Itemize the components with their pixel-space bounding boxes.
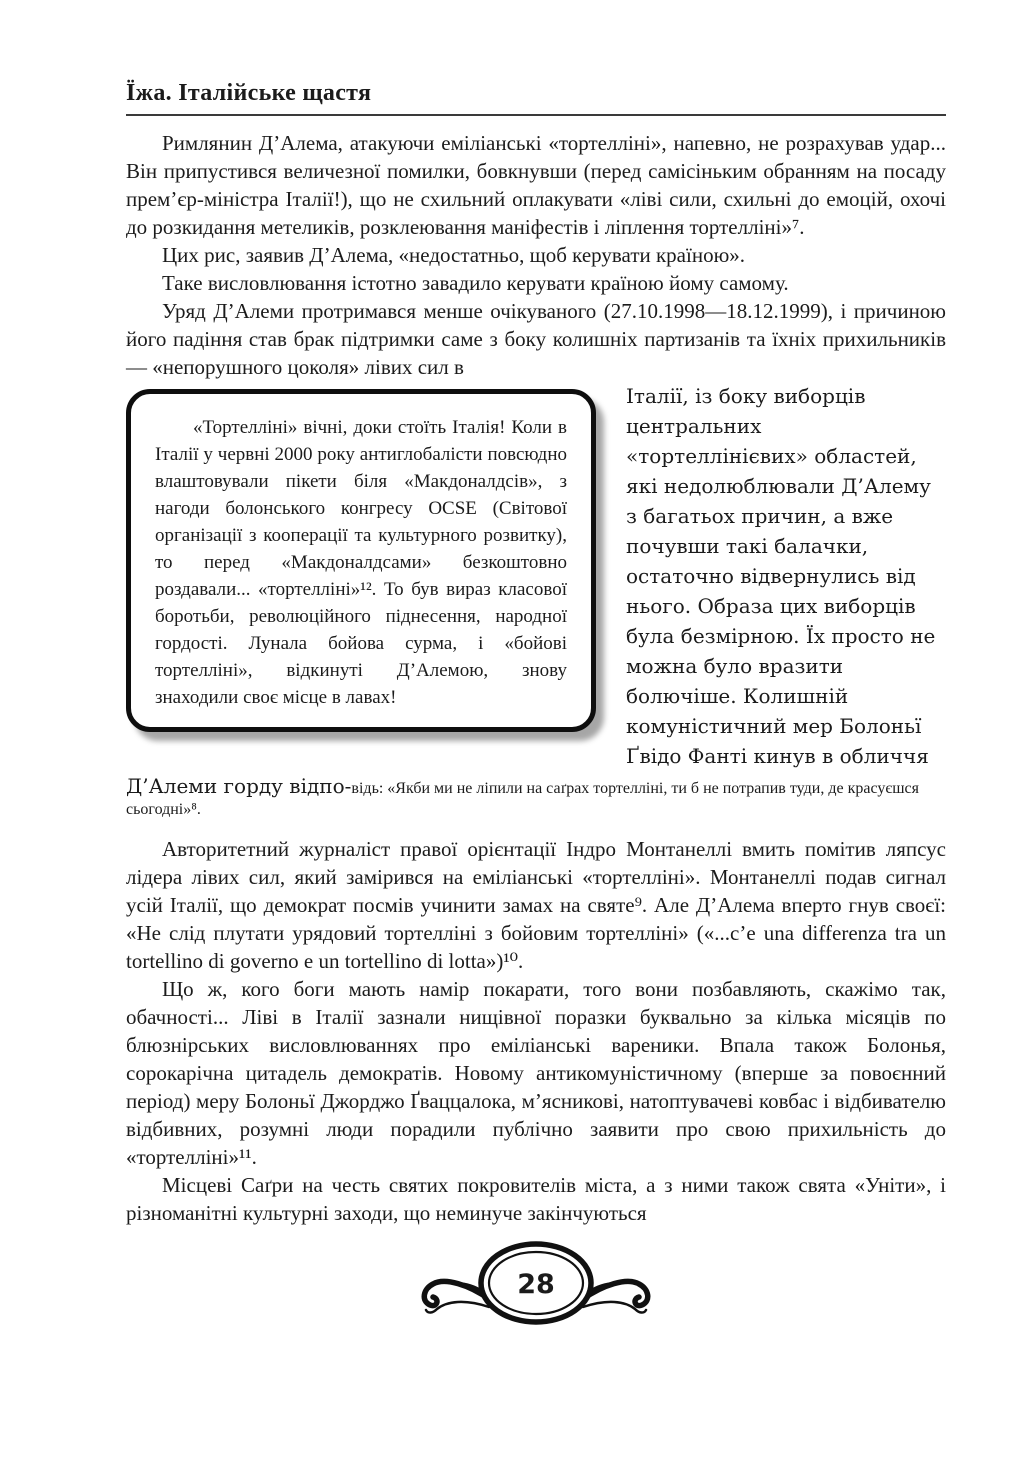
paragraph-4-with-callout xyxy=(126,297,946,381)
paragraph-4-below-callout: відь: «Якби ми не ліпили на саґрах тортелліні, ти б не потрапив туди, де красуєшся сьогодні»⁸. xyxy=(126,780,919,818)
body-text xyxy=(126,129,946,1227)
callout-text: «Тортелліні» вічні, доки стоїть Італія! Коли в Італії у червні 2000 року антиглобалісти повсюдно влаштовували пікети біля «Макдоналдсів», з нагоди болонського конгресу OCSE (Світової організації з кооперації та культурного розвитку), то перед «Макдоналдсами» безкоштовно роздавали... «тортелліні»¹². То був вираз класової боротьби, революційного піднесення, народної гордості. Лунала бойова сурма, і «бойові тортелліні», відкинуті Д’Алемою, знову знаходили своє місце в лавах! xyxy=(155,417,567,708)
page-number: 28 xyxy=(517,1269,555,1300)
paragraph-5: Авторитетний журналіст правої орієнтації Індро Монтанеллі вмить помітив ляпсус лідера лівих сил, який замірився на еміліанські «тортелліні». Монтанеллі подав сигнал усій Італії, що демократ посмів учинити замах на святе⁹. Але Д’Алема вперто гнув своєї: «Не слід плутати урядовий тортелліні з бойовим тортелліні» («...c’e una differenza tra un tortellino di governo e un tortellino di lotta»)¹⁰. xyxy=(126,837,946,973)
header-rule xyxy=(126,114,946,116)
paragraph-3: Таке висловлювання істотно завадило керувати країною йому самому. xyxy=(162,271,789,295)
paragraph-4-full-width: Уряд Д’Алеми протримався менше очікуваного (27.10.1998—18.12.1999), і причиною його падіння став брак підтримки саме з боку колишніх партизанів та їхніх прихильників — «непорушного цоколя» лівих сил в xyxy=(126,299,946,379)
paragraph-1: Римлянин Д’Алема, атакуючи еміліанські «тортелліні», напевно, не розрахував удар... Він припустився величезної помилки, бовкнувши (перед самісіньким обранням на посаду прем’єр-міністра Італії!), що не схильний оплакувати «ліві сили, схильні до емоцій, охочі до розкидання метеликів, розклеювання маніфестів і ліплення тортелліні»⁷. xyxy=(126,131,946,239)
running-header xyxy=(126,80,946,116)
callout-box xyxy=(126,389,596,732)
folio-ornament xyxy=(411,1239,661,1327)
paragraph-6: Що ж, кого боги мають намір покарати, того вони позбавляють, скажімо так, обачності... Ліві в Італії зазнали нищівної поразки буквально за кілька місяців по блюзнірських висловлюваннях про еміліанські вареники. Впала також Болонья, сорокарічна цитадель демократів. Новому антикомуністичному (вперше за повоєнний період) меру Болоньї Джорджо Ґваццалока, м’ясникові, натоптувачеві ковбас і відбивателю відбивних, розумні люди порадили публічно заявити про свою прихильність до «тортелліні»¹¹. xyxy=(126,977,946,1169)
page-title: Їжа. Італійське щастя xyxy=(126,80,372,106)
page-footer xyxy=(126,1239,946,1327)
paragraph-4-beside-callout: Італії, із боку виборців центральних «тортеллінієвих» областей, які недолюблювали Д’Алему з багатьох причин, а вже почувши такі балачки, остаточно відвернулись від нього. Образа цих виборців була безмірною. Їх просто не можна було вразити болючіше. Колишній комуністичний мер Болоньї Ґвідо Фанті кинув в обличчя Д’Алеми горду відпо- xyxy=(126,384,936,798)
paragraph-2: Цих рис, заявив Д’Алема, «недостатньо, щоб керувати країною». xyxy=(162,243,746,267)
paragraph-7: Місцеві Саґри на честь святих покровителів міста, а з ними також свята «Уніти», і різноманітні культурні заходи, що неминуче закінчуються xyxy=(126,1173,946,1225)
